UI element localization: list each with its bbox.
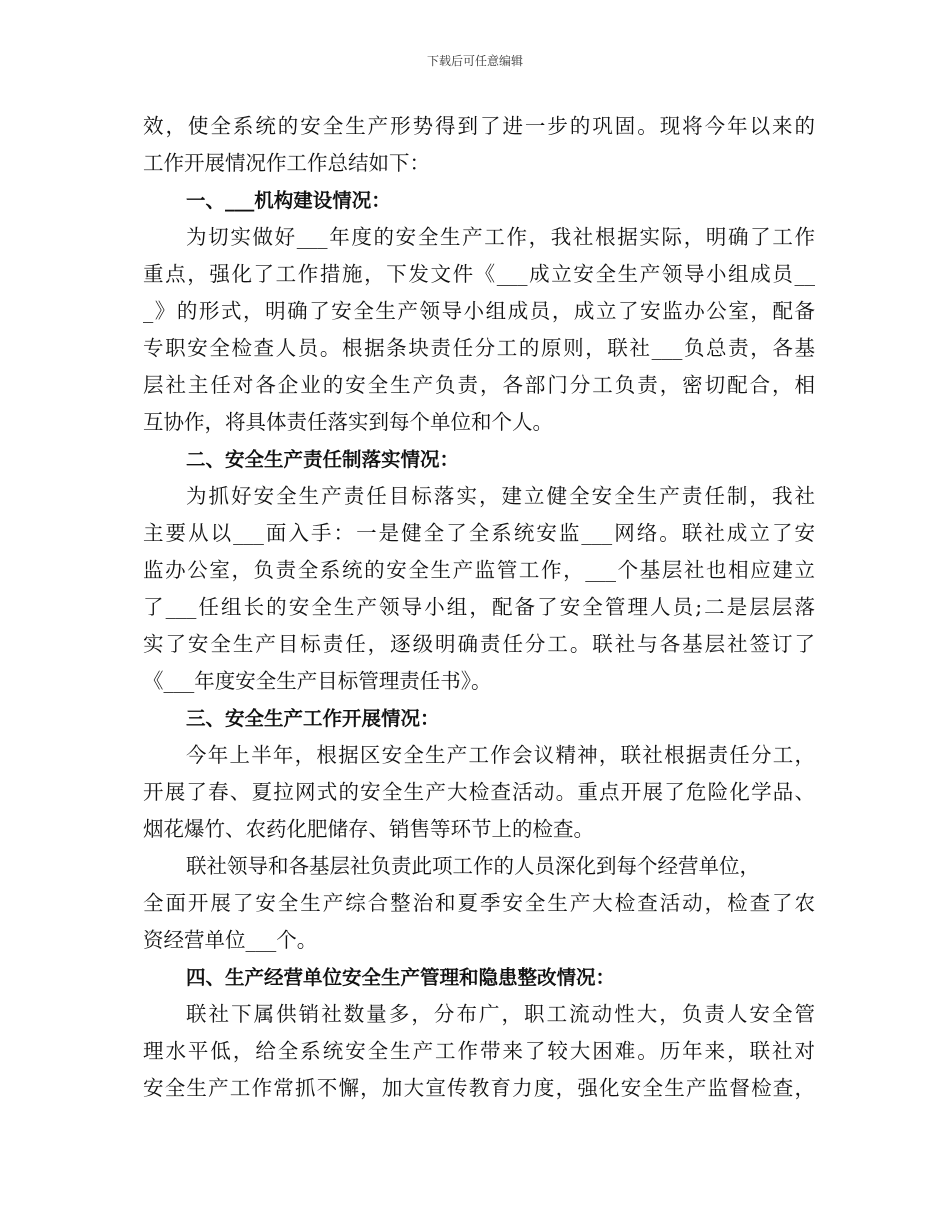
paragraph-line: 今年上半年，根据区安全生产工作会议精神，联社根据责任分工，	[186, 743, 815, 767]
paragraph-line: 重点，强化了工作措施，下发文件《___成立安全生产领导小组成员__	[143, 262, 815, 286]
document-body	[143, 108, 815, 1107]
paragraph-line: 互协作，将具体责任落实到每个单位和个人。	[143, 410, 553, 434]
page-header: 下载后可任意编辑	[426, 54, 523, 68]
section-heading: 一、___机构建设情况：	[186, 189, 391, 212]
paragraph-line: 为抓好安全生产责任目标落实，建立健全安全生产责任制，我社	[186, 484, 815, 508]
section-heading: 三、安全生产工作开展情况：	[186, 707, 440, 730]
paragraph-line: 资经营单位___个。	[143, 928, 318, 952]
paragraph-line: 了___任组长的安全生产领导小组，配备了安全管理人员;二是层层落	[143, 595, 815, 619]
paragraph-line: 联社领导和各基层社负责此项工作的人员深化到每个经营单位，	[186, 854, 760, 878]
paragraph-line: 专职安全检查人员。根据条块责任分工的原则，联社___负总责，各基	[143, 336, 815, 360]
paragraph-line: 工作开展情况作工作总结如下：	[143, 151, 430, 175]
paragraph-line: 安全生产工作常抓不懈，加大宣传教育力度，强化安全生产监督检查，	[143, 1076, 815, 1100]
paragraph-line: 烟花爆竹、农药化肥储存、销售等环节上的检查。	[143, 817, 594, 841]
paragraph-line: 主要从以___面入手：一是健全了全系统安监___网络。联社成立了安	[143, 521, 815, 545]
paragraph-line: 实了安全生产目标责任，逐级明确责任分工。联社与各基层社签订了	[143, 632, 815, 656]
paragraph-line: 开展了春、夏拉网式的安全生产大检查活动。重点开展了危险化学品、	[143, 780, 815, 804]
paragraph-line: 全面开展了安全生产综合整治和夏季安全生产大检查活动，检查了农	[143, 891, 815, 915]
paragraph-line: 《___年度安全生产目标管理责任书》。	[143, 669, 492, 693]
section-heading: 四、生产经营单位安全生产管理和隐患整改情况：	[186, 966, 616, 989]
paragraph-line: 为切实做好___年度的安全生产工作，我社根据实际，明确了工作	[186, 225, 815, 249]
paragraph-line: _》的形式，明确了安全生产领导小组成员，成立了安监办公室，配备	[143, 299, 815, 323]
paragraph-line: 效，使全系统的安全生产形势得到了进一步的巩固。现将今年以来的	[143, 114, 815, 138]
section-heading: 二、安全生产责任制落实情况：	[186, 448, 460, 471]
paragraph-line: 理水平低，给全系统安全生产工作带来了较大困难。历年来，联社对	[143, 1039, 815, 1063]
paragraph-line: 联社下属供销社数量多，分布广，职工流动性大，负责人安全管	[186, 1002, 815, 1026]
paragraph-line: 层社主任对各企业的安全生产负责，各部门分工负责，密切配合，相	[143, 373, 815, 397]
paragraph-line: 监办公室，负责全系统的安全生产监管工作，___个基层社也相应建立	[143, 558, 815, 582]
